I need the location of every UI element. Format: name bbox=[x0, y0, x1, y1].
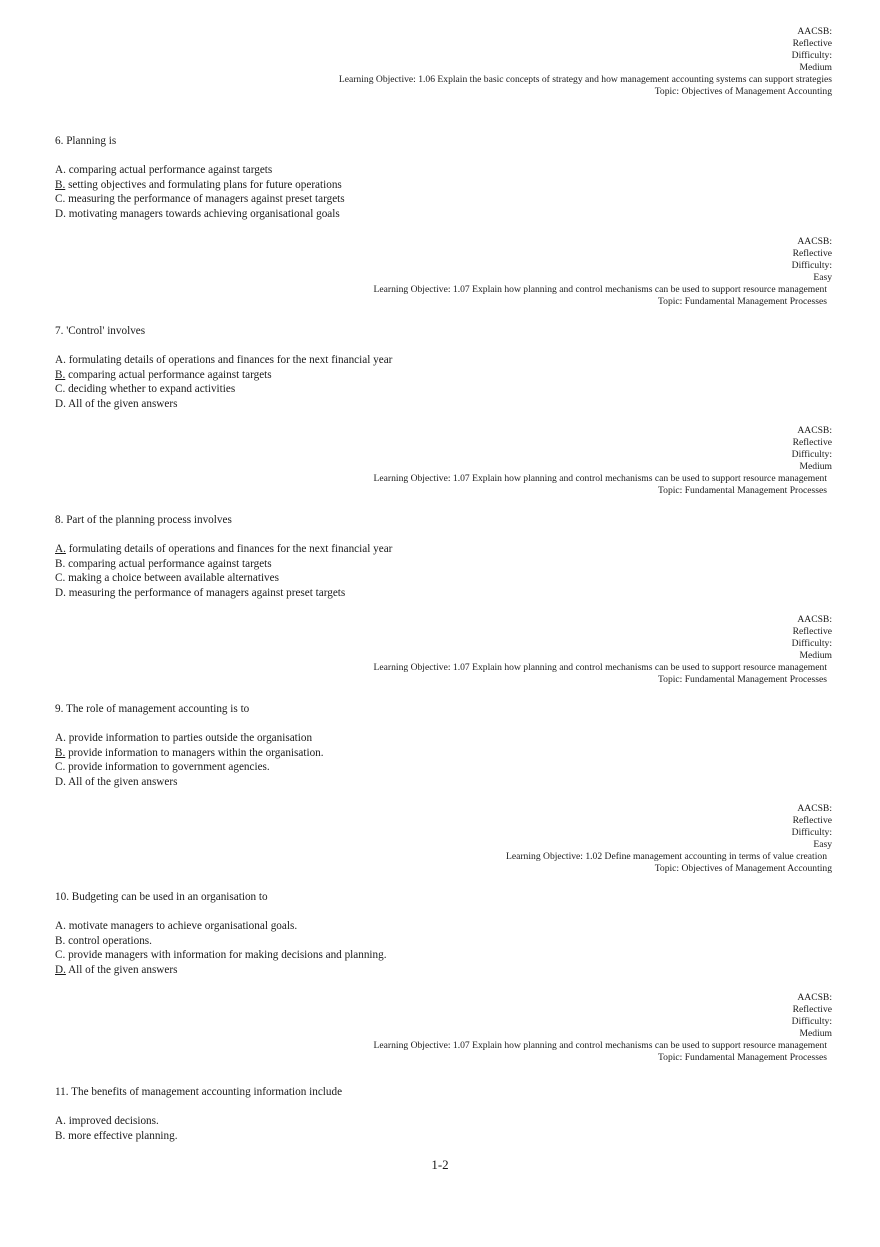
reflective-label: Reflective bbox=[792, 1004, 832, 1016]
learning-objective: Learning Objective: 1.07 Explain how planning and control mechanisms can be used to support resource management bbox=[373, 662, 827, 674]
option-a: A. improved decisions. bbox=[55, 1115, 159, 1128]
difficulty-value: Easy bbox=[813, 839, 832, 851]
option-a: A. motivate managers to achieve organisational goals. bbox=[55, 920, 298, 933]
option-d: D. All of the given answers bbox=[55, 775, 178, 788]
option-c: C. making a choice between available alternatives bbox=[55, 572, 279, 585]
question-stem: 10. Budgeting can be used in an organisation to bbox=[55, 891, 268, 903]
question-6 bbox=[55, 134, 345, 222]
learning-objective: Learning Objective: 1.07 Explain how planning and control mechanisms can be used to support resource management bbox=[373, 284, 827, 296]
aacsb-label: AACSB: bbox=[797, 26, 832, 37]
question-stem: 8. Part of the planning process involves bbox=[55, 514, 232, 526]
aacsb-label: AACSB: bbox=[797, 425, 832, 436]
aacsb-label: AACSB: bbox=[797, 236, 832, 247]
difficulty-label: Difficulty: bbox=[791, 449, 832, 461]
question-metadata bbox=[339, 26, 832, 99]
reflective-label: Reflective bbox=[792, 815, 832, 827]
reflective-label: Reflective bbox=[792, 38, 832, 50]
option-b: B. comparing actual performance against targets bbox=[55, 557, 272, 570]
question-metadata bbox=[374, 614, 832, 687]
option-b: B. control operations. bbox=[55, 934, 152, 947]
question-metadata bbox=[374, 236, 832, 309]
question-11 bbox=[55, 1085, 342, 1143]
difficulty-value: Medium bbox=[799, 1028, 832, 1040]
question-stem: 6. Planning is bbox=[55, 135, 117, 147]
difficulty-value: Medium bbox=[799, 650, 832, 662]
topic: Topic: Fundamental Management Processes bbox=[657, 674, 827, 686]
option-a: A. formulating details of operations and finances for the next financial year bbox=[55, 354, 393, 367]
question-10 bbox=[55, 890, 387, 978]
learning-objective: Learning Objective: 1.07 Explain how planning and control mechanisms can be used to support resource management bbox=[373, 473, 827, 485]
difficulty-label: Difficulty: bbox=[791, 50, 832, 62]
option-c: C. deciding whether to expand activities bbox=[55, 383, 236, 396]
difficulty-label: Difficulty: bbox=[791, 1016, 832, 1028]
difficulty-label: Difficulty: bbox=[791, 260, 832, 272]
option-c: C. provide managers with information for making decisions and planning. bbox=[55, 949, 387, 962]
option-b: B. comparing actual performance against targets bbox=[55, 368, 272, 381]
question-stem: 7. 'Control' involves bbox=[55, 325, 146, 337]
aacsb-label: AACSB: bbox=[797, 992, 832, 1003]
difficulty-value: Medium bbox=[799, 461, 832, 473]
reflective-label: Reflective bbox=[792, 248, 832, 260]
topic: Topic: Fundamental Management Processes bbox=[657, 296, 827, 308]
option-d: D. All of the given answers bbox=[55, 963, 178, 976]
question-7 bbox=[55, 324, 392, 412]
reflective-label: Reflective bbox=[792, 437, 832, 449]
option-b: B. more effective planning. bbox=[55, 1129, 178, 1142]
option-c: C. provide information to government agencies. bbox=[55, 761, 270, 774]
question-8 bbox=[55, 513, 392, 601]
topic: Topic: Objectives of Management Accounting bbox=[654, 86, 832, 98]
topic: Topic: Fundamental Management Processes bbox=[657, 485, 827, 497]
question-metadata bbox=[374, 425, 832, 498]
learning-objective: Learning Objective: 1.02 Define management accounting in terms of value creation bbox=[505, 851, 827, 863]
option-a: A. formulating details of operations and finances for the next financial year bbox=[55, 543, 393, 556]
difficulty-label: Difficulty: bbox=[791, 827, 832, 839]
option-b: B. setting objectives and formulating plans for future operations bbox=[55, 178, 342, 191]
question-stem: 11. The benefits of management accounting information include bbox=[55, 1086, 343, 1098]
option-a: A. provide information to parties outside the organisation bbox=[55, 732, 313, 745]
option-d: D. measuring the performance of managers against preset targets bbox=[55, 586, 346, 599]
difficulty-value: Easy bbox=[813, 272, 832, 284]
option-d: D. All of the given answers bbox=[55, 397, 178, 410]
difficulty-value: Medium bbox=[799, 62, 832, 74]
topic: Topic: Fundamental Management Processes bbox=[657, 1052, 827, 1064]
page-number: 1-2 bbox=[431, 1157, 449, 1172]
option-c: C. measuring the performance of managers against preset targets bbox=[55, 193, 345, 206]
question-stem: 9. The role of management accounting is to bbox=[55, 703, 250, 715]
option-a: A. comparing actual performance against targets bbox=[55, 164, 273, 177]
reflective-label: Reflective bbox=[792, 626, 832, 638]
option-b: B. provide information to managers within the organisation. bbox=[55, 746, 324, 759]
question-9 bbox=[55, 702, 324, 790]
question-metadata bbox=[506, 803, 832, 876]
learning-objective: Learning Objective: 1.06 Explain the basic concepts of strategy and how management accounting systems can support strategies bbox=[338, 74, 832, 86]
difficulty-label: Difficulty: bbox=[791, 638, 832, 650]
topic: Topic: Objectives of Management Accounting bbox=[654, 863, 832, 875]
learning-objective: Learning Objective: 1.07 Explain how planning and control mechanisms can be used to support resource management bbox=[373, 1040, 827, 1052]
aacsb-label: AACSB: bbox=[797, 614, 832, 625]
option-d: D. motivating managers towards achieving organisational goals bbox=[55, 207, 340, 220]
aacsb-label: AACSB: bbox=[797, 803, 832, 814]
question-metadata bbox=[374, 992, 832, 1065]
